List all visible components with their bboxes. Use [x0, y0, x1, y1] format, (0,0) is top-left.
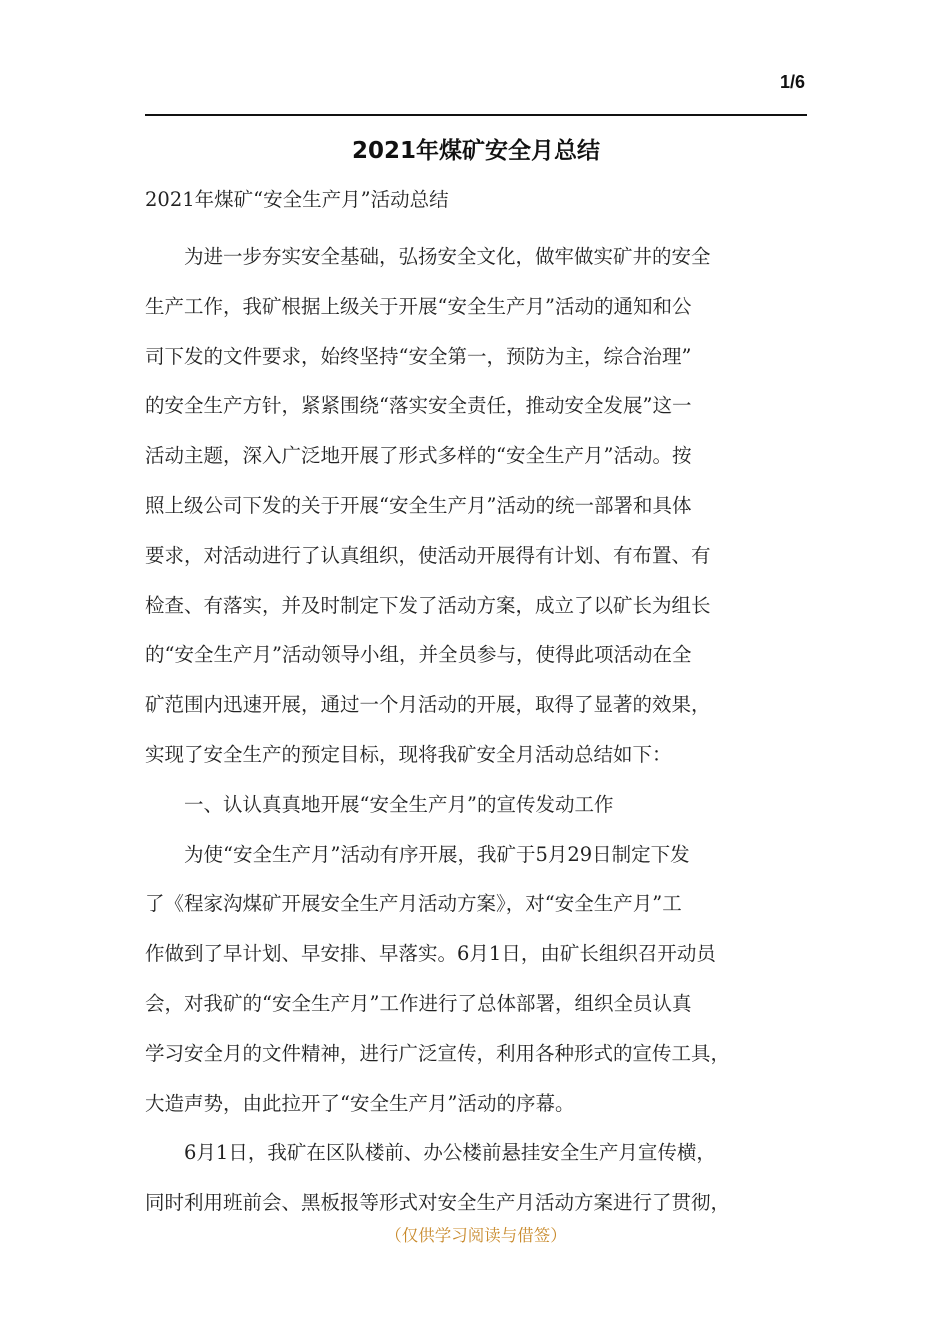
body-line: 为进一步夯实安全基础，弘扬安全文化，做牢做实矿井的安全 — [145, 245, 711, 268]
header-rule — [145, 114, 807, 116]
section-heading: 一、认认真真地开展“安全生产月”的宣传发动工作 — [145, 792, 614, 816]
page-number: 1/6 — [779, 72, 805, 92]
body-text — [145, 232, 807, 1228]
body-line: 6月1日，我矿在区队楼前、办公楼前悬挂安全生产月宣传横， — [145, 1141, 716, 1165]
body-line: 学习安全月的文件精神，进行广泛宣传，利用各种形式的宣传工具， — [145, 1041, 731, 1065]
body-line: 司下发的文件要求，始终坚持“安全第一，预防为主，综合治理” — [145, 344, 692, 368]
body-line: 实现了安全生产的预定目标，现将我矿安全月活动总结如下： — [145, 742, 672, 766]
body-line: 会，对我矿的“安全生产月”工作进行了总体部署，组织全员认真 — [145, 991, 692, 1015]
body-line: 了《程家沟煤矿开展安全生产月活动方案》，对“安全生产月”工 — [145, 892, 682, 916]
body-line: 检查、有落实，并及时制定下发了活动方案，成立了以矿长为组长 — [145, 593, 711, 617]
body-line: 的“安全生产月”活动领导小组，并全员参与，使得此项活动在全 — [145, 643, 692, 667]
body-line: 生产工作，我矿根据上级关于开展“安全生产月”活动的通知和公 — [145, 294, 692, 318]
document-title: 2021年煤矿安全月总结 — [351, 138, 600, 164]
document-subtitle: 2021年煤矿“安全生产月”活动总结 — [145, 188, 449, 211]
body-line: 作做到了早计划、早安排、早落实。6月1日，由矿长组织召开动员 — [145, 942, 716, 966]
body-line: 为使“安全生产月”活动有序开展，我矿于5月29日制定下发 — [145, 842, 690, 866]
body-line: 活动主题，深入广泛地开展了形式多样的“安全生产月”活动。按 — [145, 444, 692, 468]
body-line: 的安全生产方针，紧紧围绕“落实安全责任，推动安全发展”这一 — [145, 394, 692, 418]
footer-note: （仅供学习阅读与借签） — [385, 1226, 567, 1245]
body-line: 大造声势，由此拉开了“安全生产月”活动的序幕。 — [145, 1091, 575, 1115]
body-line: 矿范围内迅速开展，通过一个月活动的开展，取得了显著的效果， — [145, 693, 711, 717]
body-line: 同时利用班前会、黑板报等形式对安全生产月活动方案进行了贯彻， — [145, 1191, 731, 1215]
body-line: 要求，对活动进行了认真组织，使活动开展得有计划、有布置、有 — [145, 543, 711, 567]
body-line: 照上级公司下发的关于开展“安全生产月”活动的统一部署和具体 — [145, 493, 692, 517]
